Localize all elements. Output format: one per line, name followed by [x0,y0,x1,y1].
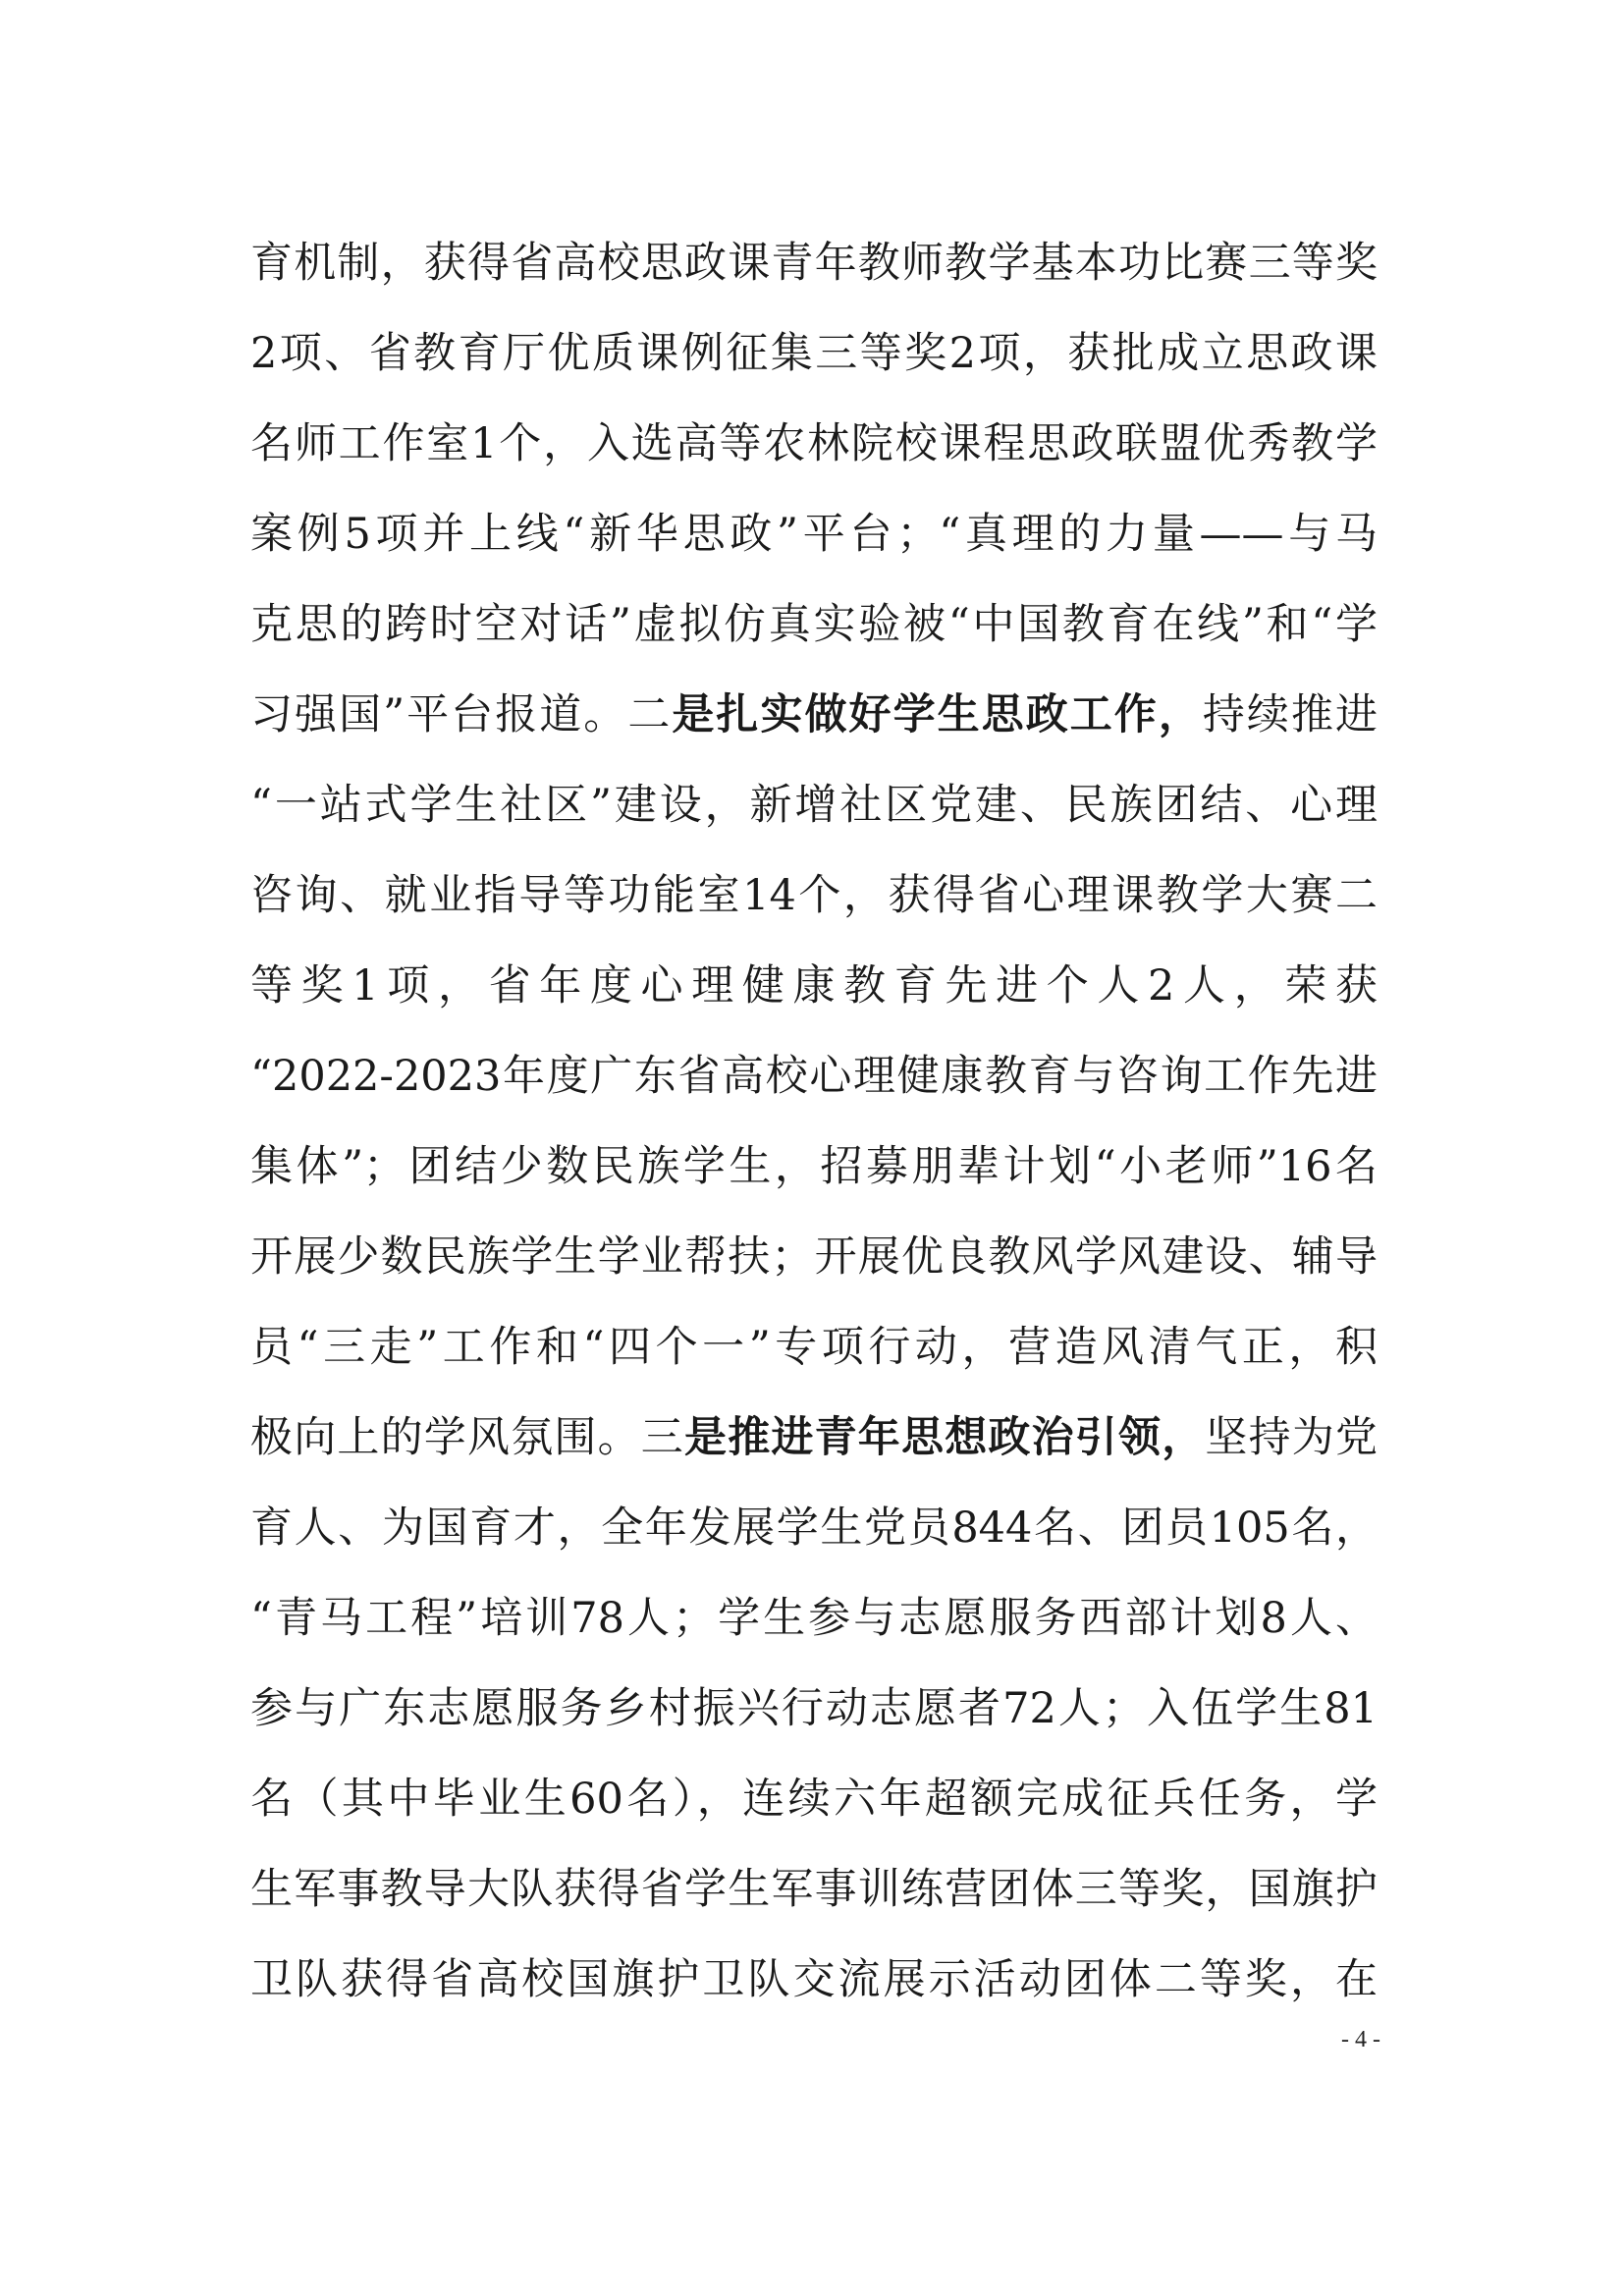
text-segment: 名师工作室1个，入选高等农林院校课程思政联盟优秀教学 [250,419,1378,468]
text-segment: “青马工程”培训78人；学生参与志愿服务西部计划8人、 [250,1594,1378,1643]
text-line [250,1935,1378,2025]
text-line [250,1393,1378,1483]
text-line [250,850,1378,941]
text-segment: “一站式学生社区”建设，新增社区党建、民族团结、心理 [250,781,1378,830]
text-segment: 咨询、就业指导等功能室14个，获得省心理课教学大赛二 [250,871,1378,920]
text-line [250,1573,1378,1664]
text-line [250,1212,1378,1302]
text-segment: 等奖1项，省年度心理健康教育先进个人2人，荣获 [250,961,1378,1011]
text-segment: 集体”；团结少数民族学生，招募朋辈计划“小老师”16名 [250,1142,1378,1191]
text-line [250,1844,1378,1935]
text-line [250,1302,1378,1393]
text-segment: 坚持为党 [1205,1413,1379,1462]
text-line [250,399,1378,489]
text-segment: 参与广东志愿服务乡村振兴行动志愿者72人；入伍学生81 [250,1684,1378,1733]
text-segment: 卫队获得省高校国旗护卫队交流展示活动团体二等奖，在 [250,1955,1378,2004]
text-segment: 生军事教导大队获得省学生军事训练营团体三等奖，国旗护 [250,1865,1378,1914]
text-segment: 克思的跨时空对话”虚拟仿真实验被“中国教育在线”和“学 [250,600,1378,649]
text-segment: 持续推进 [1202,690,1379,739]
text-line [250,579,1378,670]
text-line [250,1121,1378,1212]
page-number: - 4 - [1341,2027,1380,2052]
text-segment: 案例5项并上线“新华思政”平台；“真理的力量——与马 [250,510,1378,559]
text-segment: 2项、省教育厅优质课例征集三等奖2项，获批成立思政课 [250,329,1378,378]
text-line [250,760,1378,850]
bold-text-segment: 是扎实做好学生思政工作， [672,690,1203,739]
text-line [250,1483,1378,1573]
text-segment: 习强国”平台报道。二 [250,690,673,739]
text-line [250,670,1378,760]
text-line [250,308,1378,399]
text-line [250,1031,1378,1121]
text-line [250,1664,1378,1754]
text-segment: 极向上的学风氛围。三 [250,1413,684,1462]
text-line [250,489,1378,579]
text-segment: 育人、为国育才，全年发展学生党员844名、团员105名， [250,1503,1378,1553]
text-segment: “2022-2023年度广东省高校心理健康教育与咨询工作先进 [250,1052,1378,1101]
text-segment: 开展少数民族学生学业帮扶；开展优良教风学风建设、辅导 [250,1232,1378,1282]
text-segment: 员“三走”工作和“四个一”专项行动，营造风清气正，积 [250,1323,1378,1372]
bold-text-segment: 是推进青年思想政治引领， [684,1413,1206,1462]
text-line [250,941,1378,1031]
text-line [250,218,1378,308]
body-paragraph [250,218,1378,2025]
text-segment: 育机制，获得省高校思政课青年教师教学基本功比赛三等奖 [250,239,1378,288]
text-segment: 名（其中毕业生60名），连续六年超额完成征兵任务，学 [250,1775,1378,1824]
text-line [250,1754,1378,1844]
